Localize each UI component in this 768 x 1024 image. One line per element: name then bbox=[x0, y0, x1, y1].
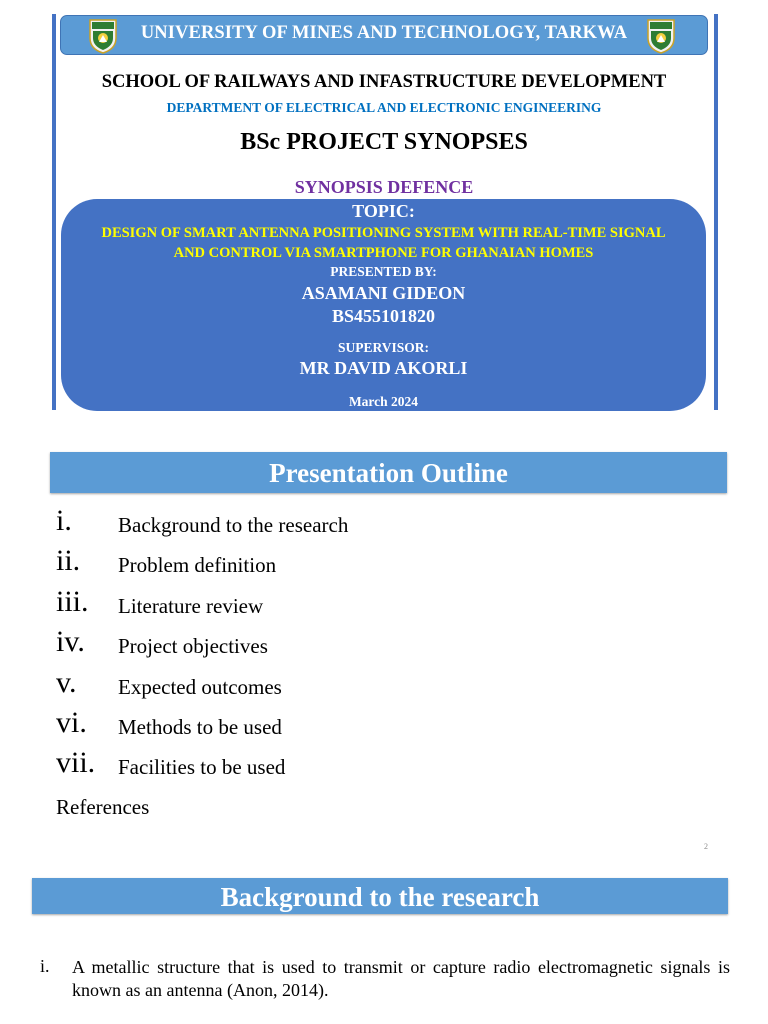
list-item-text: Project objectives bbox=[118, 634, 268, 659]
university-banner bbox=[60, 15, 708, 55]
list-item bbox=[56, 705, 676, 745]
list-item-text: Literature review bbox=[118, 593, 264, 618]
page-number: 2 bbox=[704, 842, 708, 851]
list-numeral: vii. bbox=[56, 746, 96, 780]
list-item-text: Expected outcomes bbox=[118, 674, 282, 699]
topic-title bbox=[61, 223, 706, 263]
list-numeral: i. bbox=[56, 504, 72, 537]
supervisor-name: MR DAVID AKORLI bbox=[299, 358, 468, 378]
presented-by-label: PRESENTED BY: bbox=[330, 264, 437, 279]
references-item: References bbox=[56, 795, 150, 819]
list-item bbox=[56, 665, 676, 705]
list-numeral: iii. bbox=[56, 584, 89, 618]
list-item-text: Facilities to be used bbox=[118, 755, 286, 780]
university-title: UNIVERSITY OF MINES AND TECHNOLOGY, TARKWA bbox=[140, 23, 628, 43]
supervisor-label: SUPERVISOR: bbox=[337, 340, 430, 355]
list-item-text: Problem definition bbox=[118, 553, 277, 578]
list-item bbox=[56, 745, 676, 785]
topic-label: TOPIC: bbox=[352, 201, 415, 221]
background-title: Background to the research bbox=[220, 882, 540, 912]
presenter-name: ASAMANI GIDEON bbox=[301, 283, 466, 303]
presentation-date: March 2024 bbox=[348, 394, 419, 409]
student-id: BS455101820 bbox=[331, 306, 436, 326]
school-name: SCHOOL OF RAILWAYS AND INFASTRUCTURE DEVELOPMENT bbox=[101, 72, 667, 92]
topic-box bbox=[61, 199, 706, 411]
outline-title: Presentation Outline bbox=[269, 458, 508, 488]
synopses-heading: BSc PROJECT SYNOPSES bbox=[240, 129, 528, 155]
outline-list bbox=[56, 503, 676, 786]
list-item-text: Background to the research bbox=[118, 513, 349, 537]
list-numeral: v. bbox=[56, 665, 77, 699]
bullet-text: A metallic structure that is used to transmit or capture radio electromagnetic signals is known as an antenna (Anon, 2014). bbox=[72, 957, 730, 1000]
defence-subheading: SYNOPSIS DEFENCE bbox=[294, 177, 474, 197]
list-numeral: ii. bbox=[56, 544, 81, 578]
university-crest-icon bbox=[646, 18, 676, 54]
list-item bbox=[56, 584, 676, 624]
topic-title-line: DESIGN OF SMART ANTENNA POSITIONING SYSTEM WITH REAL-TIME SIGNAL bbox=[101, 225, 666, 241]
background-header bbox=[32, 878, 728, 914]
department-name: DEPARTMENT OF ELECTRICAL AND ELECTRONIC ENGINEERING bbox=[166, 100, 602, 115]
title-slide bbox=[0, 0, 768, 420]
outline-header bbox=[50, 452, 727, 493]
list-numeral: vi. bbox=[56, 705, 87, 739]
bullet-numeral: i. bbox=[40, 956, 50, 976]
list-numeral: iv. bbox=[56, 625, 85, 659]
list-item bbox=[56, 624, 676, 664]
list-item bbox=[56, 503, 676, 543]
list-item bbox=[56, 543, 676, 583]
list-item-text: Methods to be used bbox=[118, 714, 282, 739]
topic-title-line: AND CONTROL VIA SMARTPHONE FOR GHANAIAN HOMES bbox=[173, 245, 594, 261]
